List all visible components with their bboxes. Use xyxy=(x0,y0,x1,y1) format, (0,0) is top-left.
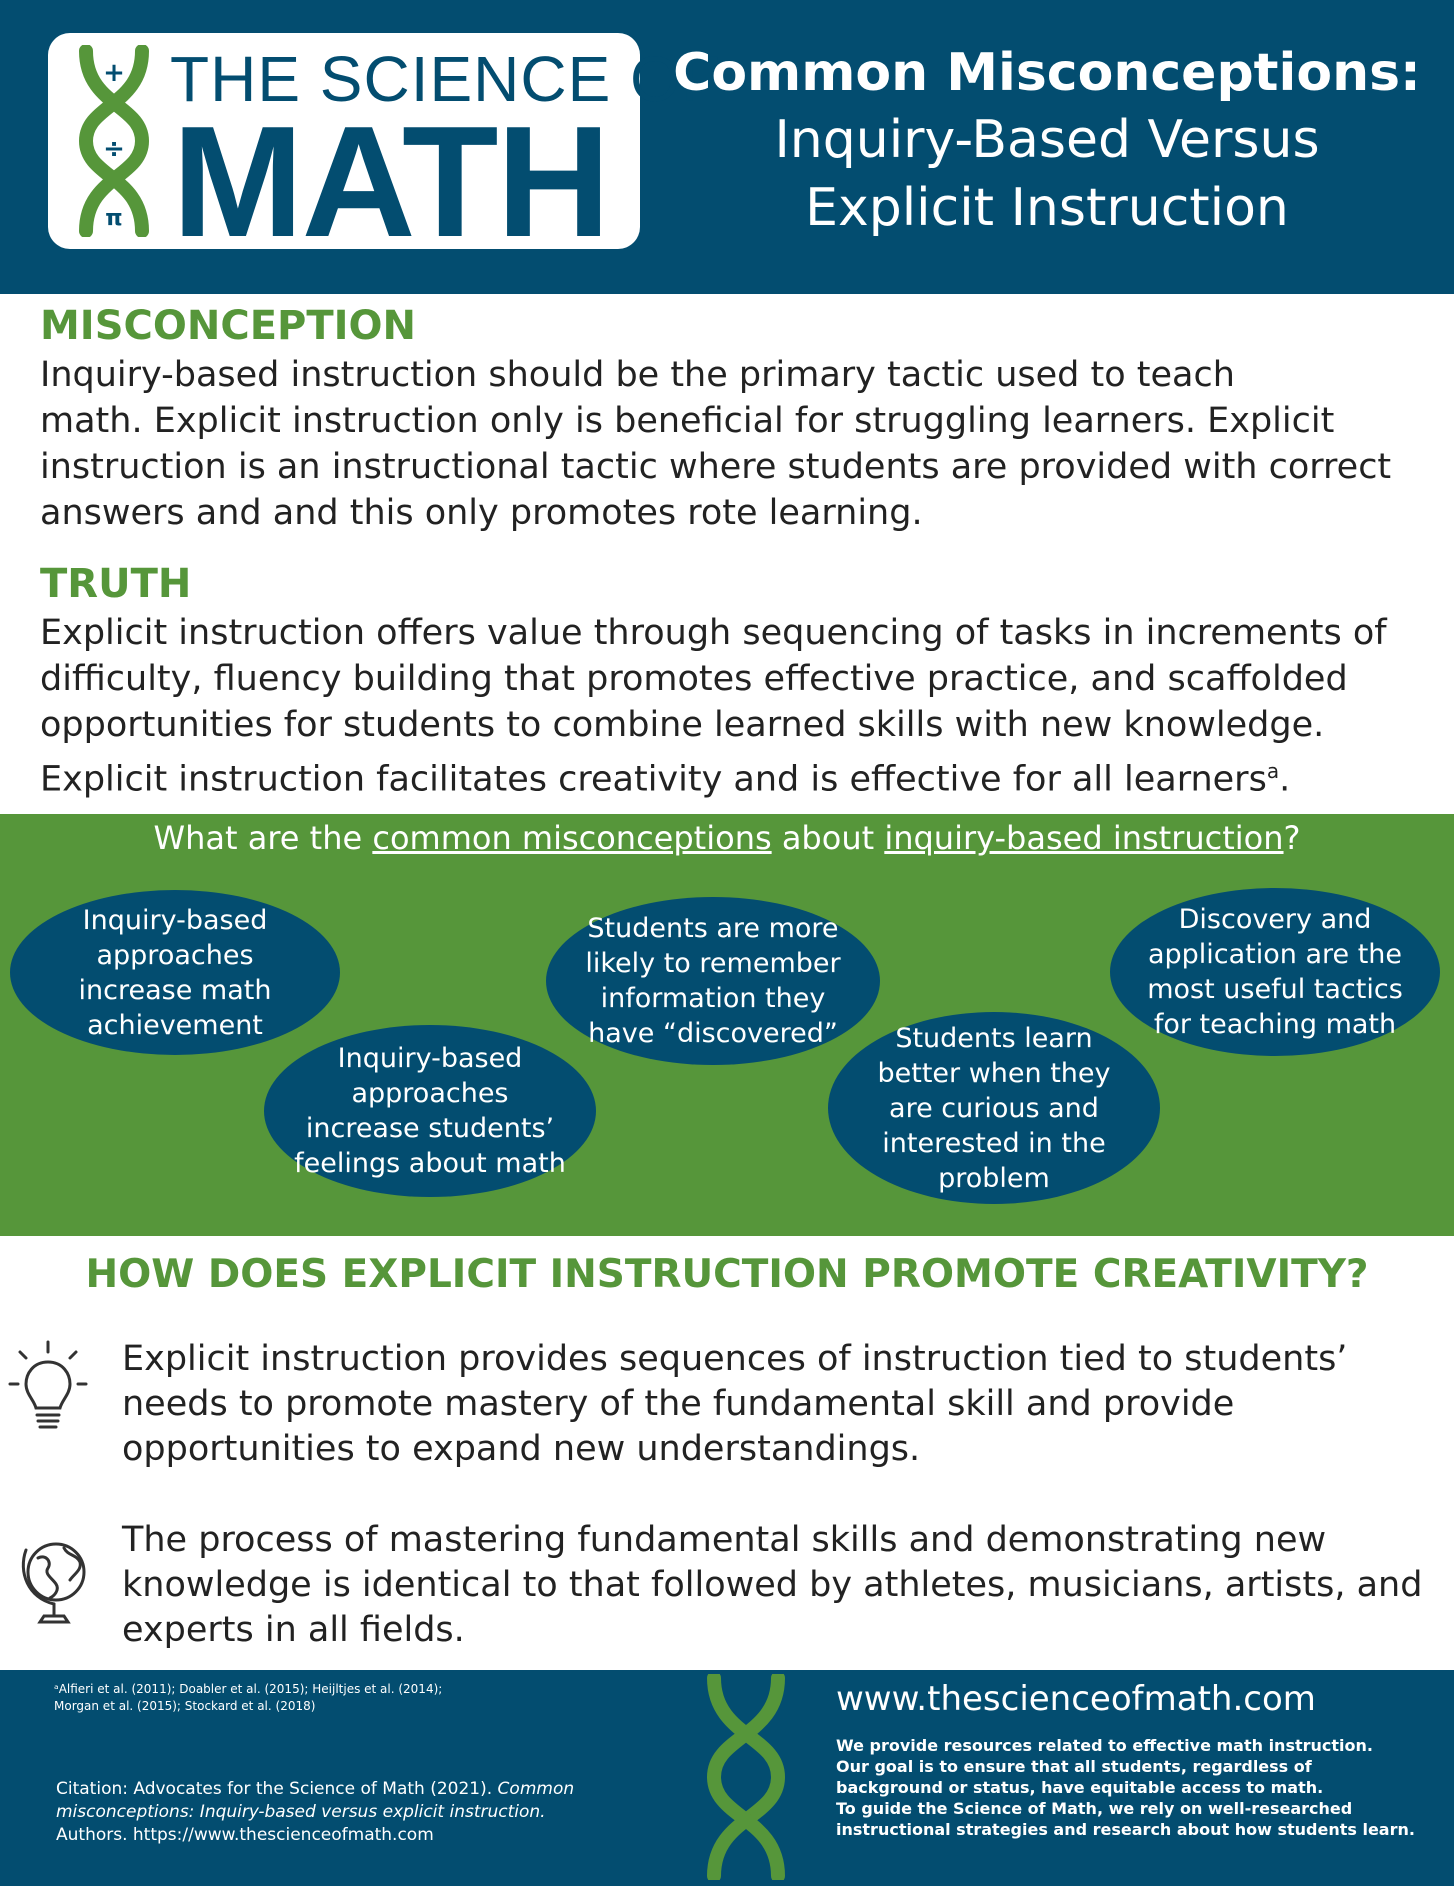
common-misconceptions-link[interactable]: common misconceptions xyxy=(372,819,772,857)
oval-line: problem xyxy=(938,1162,1050,1194)
footnote-marker: a xyxy=(1266,759,1280,783)
misconception-line: Inquiry-based instruction should be the primary tactic used to teach xyxy=(40,355,1235,395)
point-line: The process of mastering fundamental skills and demonstrating new xyxy=(122,1520,1327,1560)
oval-line: likely to remember xyxy=(585,948,841,979)
logo-bottom-text: MATH xyxy=(172,94,609,270)
about-line: To guide the Science of Math, we rely on well-researched xyxy=(836,1799,1353,1818)
oval-line: better when they xyxy=(877,1057,1111,1089)
oval-line: most useful tactics xyxy=(1147,974,1403,1005)
dna-helix-logo-icon xyxy=(64,45,164,237)
svg-text:÷: ÷ xyxy=(103,134,125,164)
misconception-oval xyxy=(1110,888,1440,1056)
page-title xyxy=(660,40,1434,242)
about-line: instructional strategies and research about how students learn. xyxy=(836,1820,1415,1839)
citation xyxy=(56,1778,616,1847)
svg-text:π: π xyxy=(105,206,123,231)
misconception-text xyxy=(40,352,1420,536)
footnote xyxy=(54,1681,442,1715)
title-line-1: Common Misconceptions: xyxy=(673,43,1421,103)
point-line: opportunities to expand new understandings. xyxy=(122,1429,921,1469)
truth-heading: TRUTH xyxy=(40,561,192,607)
misconception-line: math. Explicit instruction only is beneficial for struggling learners. Explicit xyxy=(40,401,1335,441)
oval-line: interested in the xyxy=(882,1127,1106,1159)
truth-line: difficulty, fluency building that promotes effective practice, and scaffolded xyxy=(40,659,1348,699)
website-link[interactable]: www.thescienceofmath.com xyxy=(836,1679,1316,1719)
point-line: Explicit instruction provides sequences of instruction tied to students’ xyxy=(122,1339,1348,1379)
question-pre: What are the xyxy=(153,819,373,857)
creativity-point-1 xyxy=(122,1337,1432,1472)
misconception-heading: MISCONCEPTION xyxy=(40,303,416,349)
creativity-point-2 xyxy=(122,1518,1432,1653)
truth-line-text: Explicit instruction facilitates creativity and is effective for all learners xyxy=(40,759,1267,800)
oval-line: approaches xyxy=(351,1078,509,1109)
oval-line: have “discovered” xyxy=(588,1018,838,1049)
truth-line xyxy=(40,748,1420,803)
oval-line: application are the xyxy=(1147,939,1403,970)
misconception-oval xyxy=(10,890,340,1055)
oval-line: Discovery and xyxy=(1178,904,1372,935)
footnote-line: ᵃAlfieri et al. (2011); Doabler et al. (2015); Heijltjes et al. (2014); xyxy=(54,1682,443,1696)
question-post: ? xyxy=(1283,819,1301,857)
dna-helix-icon xyxy=(700,1674,792,1880)
logo xyxy=(48,33,721,270)
misconception-line: answers and and this only promotes rote learning. xyxy=(40,493,923,533)
about-text xyxy=(836,1735,1436,1840)
inquiry-based-instruction-link[interactable]: inquiry-based instruction xyxy=(884,819,1284,857)
truth-line: opportunities for students to combine learned skills with new knowledge. xyxy=(40,705,1325,745)
about-line: background or status, have equitable access to math. xyxy=(836,1778,1324,1797)
title-line-2: Inquiry-Based Versus xyxy=(774,110,1320,170)
truth-end-punct: . xyxy=(1279,759,1291,800)
misconception-line: instruction is an instructional tactic where students are provided with correct xyxy=(40,447,1392,487)
citation-suffix: Authors. https://www.thescienceofmath.com xyxy=(56,1825,434,1845)
citation-prefix: Citation: Advocates for the Science of Math (2021). xyxy=(56,1779,498,1799)
truth-text xyxy=(40,610,1420,803)
creativity-heading: HOW DOES EXPLICIT INSTRUCTION PROMOTE CREATIVITY? xyxy=(85,1252,1369,1297)
about-line: We provide resources related to effective math instruction. xyxy=(836,1736,1373,1755)
oval-line: achievement xyxy=(87,1009,263,1041)
misconception-oval xyxy=(828,1012,1160,1204)
point-line: knowledge is identical to that followed by athletes, musicians, artists, and xyxy=(122,1565,1423,1605)
oval-line: for teaching math xyxy=(1153,1009,1397,1040)
citation-title: Common misconceptions: Inquiry-based versus explicit instruction. xyxy=(56,1779,575,1822)
oval-line: Students learn xyxy=(895,1022,1093,1054)
truth-line: Explicit instruction offers value through sequencing of tasks in increments of xyxy=(40,613,1387,653)
globe-icon xyxy=(18,1532,98,1632)
point-line: needs to promote mastery of the fundamental skill and provide xyxy=(122,1384,1235,1424)
svg-text:+: + xyxy=(103,58,125,88)
oval-line: are curious and xyxy=(889,1092,1099,1124)
misconception-oval xyxy=(546,897,880,1065)
oval-line: Students are more xyxy=(587,913,839,944)
oval-line: increase students’ xyxy=(305,1113,555,1144)
misconception-oval xyxy=(264,1025,596,1197)
point-line: experts in all fields. xyxy=(122,1610,465,1650)
footnote-line: Morgan et al. (2015); Stockard et al. (2018) xyxy=(54,1699,316,1713)
about-line: Our goal is to ensure that all students, regardless of xyxy=(836,1757,1312,1776)
oval-line: Inquiry-based xyxy=(82,904,268,936)
title-line-3: Explicit Instruction xyxy=(805,178,1289,238)
oval-line: feelings about math xyxy=(294,1148,566,1179)
logo-top-text: THE SCIENCE OF xyxy=(170,43,721,115)
oval-line: information they xyxy=(600,983,826,1014)
oval-line: Inquiry-based xyxy=(337,1043,523,1074)
question-mid: about xyxy=(771,819,885,857)
oval-line: approaches xyxy=(96,939,254,971)
oval-line: increase math xyxy=(78,974,272,1006)
lightbulb-icon xyxy=(8,1340,88,1440)
band-question xyxy=(0,816,1454,860)
